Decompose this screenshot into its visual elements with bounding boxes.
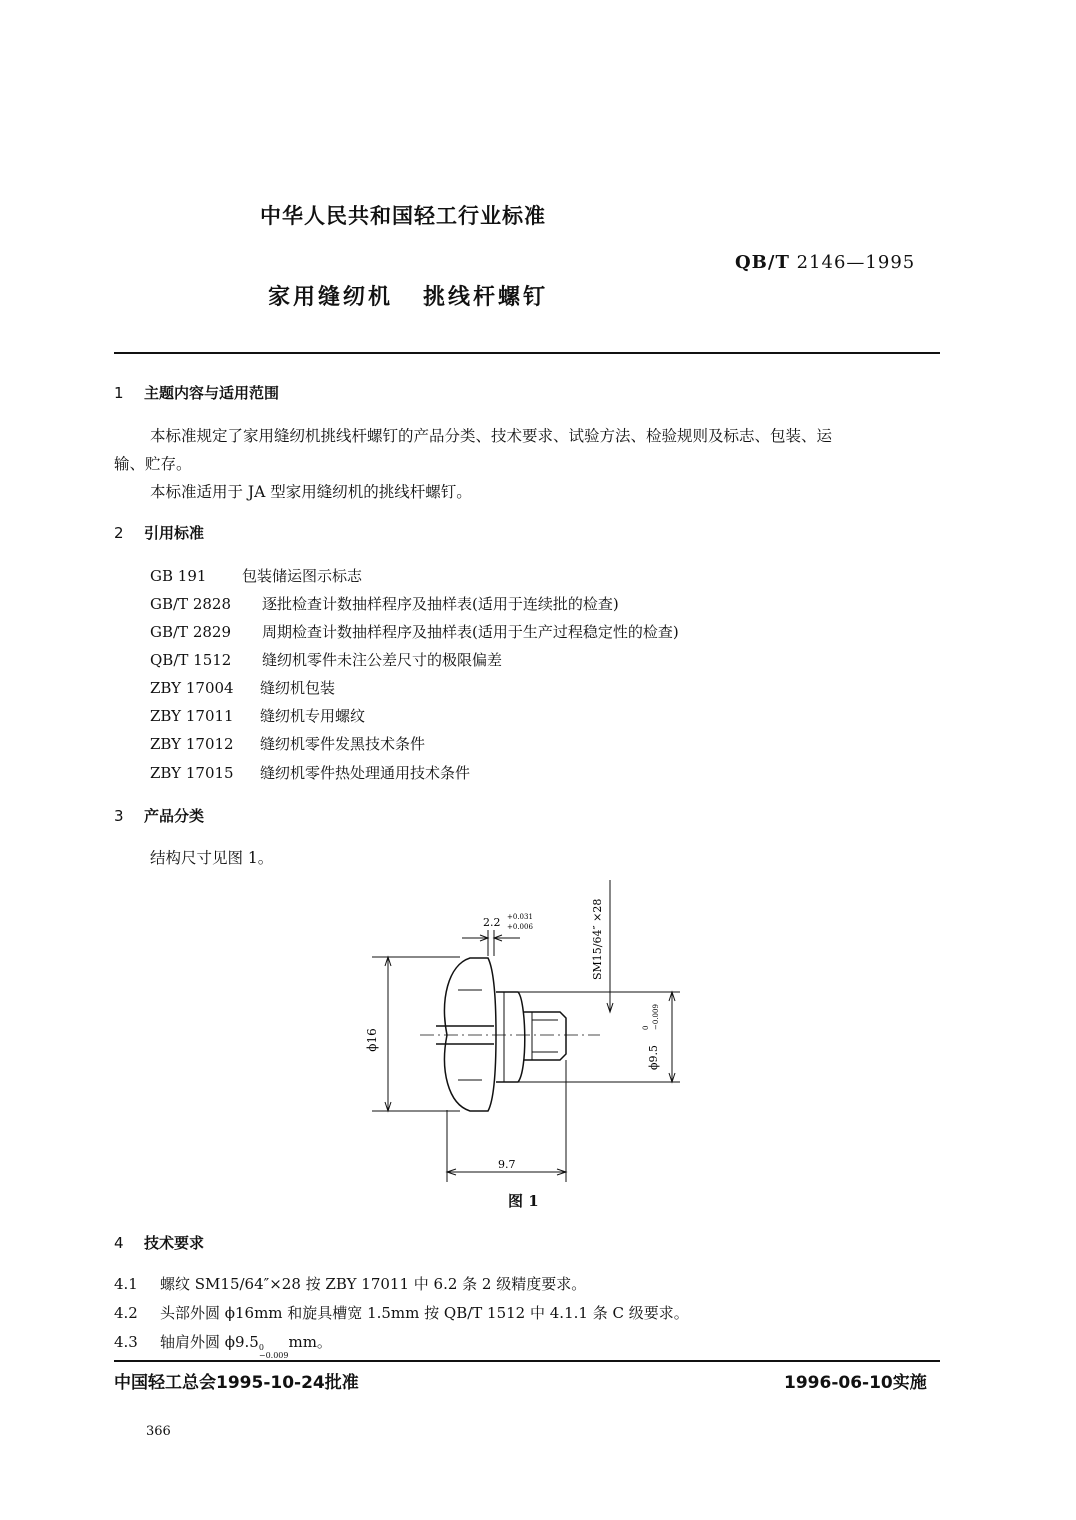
footer-divider	[114, 1360, 940, 1362]
length-label: 9.7	[498, 1158, 516, 1171]
thread-inner-lines	[532, 1012, 558, 1060]
head-width-dimension-lines	[462, 930, 520, 956]
reference-item	[150, 649, 502, 670]
requirement-number: 4.1	[114, 1275, 138, 1293]
section-3-para: 结构尺寸见图 1。	[150, 849, 274, 867]
reference-item	[150, 733, 425, 754]
head-width-label: 2.2	[483, 916, 501, 929]
reference-code: ZBY 17015	[150, 764, 234, 782]
section-number: 2	[114, 524, 124, 542]
effective-date: 1996-06-10实施	[784, 1373, 927, 1393]
section-title: 技术要求	[144, 1234, 205, 1252]
tolerance-upper: 0	[258, 1343, 264, 1352]
reference-item	[150, 762, 470, 783]
section-1-heading	[114, 382, 279, 403]
document-title-part2: 挑线杆螺钉	[423, 285, 549, 310]
reference-text: 周期检查计数抽样程序及抽样表(适用于生产过程稳定性的检查)	[262, 623, 679, 641]
figure-1-screw-drawing	[350, 880, 710, 1190]
figure-caption: 图 1	[508, 1192, 539, 1210]
requirement-item	[114, 1331, 332, 1360]
requirement-text: 头部外圆 ϕ16mm 和旋具槽宽 1.5mm 按 QB/T 1512 中 4.1.1 条 C 级要求。	[160, 1304, 689, 1322]
shoulder-tolerance-lower: −0.009	[652, 1004, 660, 1030]
section-number: 1	[114, 384, 124, 402]
reference-text: 缝纫机包装	[260, 679, 336, 697]
reference-code: GB/T 2829	[150, 623, 232, 641]
reference-text: 缝纫机专用螺纹	[260, 707, 366, 725]
reference-item	[150, 593, 619, 614]
requirement-number: 4.3	[114, 1333, 138, 1351]
section-1-para1-line2: 输、贮存。	[114, 455, 192, 473]
document-title-part1: 家用缝纫机	[268, 285, 394, 310]
section-1-para1-line1: 本标准规定了家用缝纫机挑线杆螺钉的产品分类、技术要求、试验方法、检验规则及标志、包装、运	[150, 427, 833, 445]
standard-code-prefix: QB/T	[735, 252, 790, 273]
standard-code	[735, 252, 915, 273]
section-title: 主题内容与适用范围	[144, 384, 280, 402]
requirement-item	[114, 1273, 586, 1294]
reference-item	[150, 621, 679, 642]
header-divider	[114, 352, 940, 354]
reference-code: ZBY 17011	[150, 707, 234, 725]
standard-code-number: 2146—1995	[796, 252, 916, 273]
reference-text: 缝纫机零件热处理通用技术条件	[260, 764, 471, 782]
tolerance-lower: −0.009	[258, 1351, 289, 1360]
section-number: 4	[114, 1234, 124, 1252]
reference-code: ZBY 17004	[150, 679, 234, 697]
reference-code: GB 191	[150, 567, 207, 585]
requirement-number: 4.2	[114, 1304, 138, 1322]
head-diameter-label: ϕ16	[365, 1028, 379, 1052]
reference-code: GB/T 2828	[150, 595, 232, 613]
section-title: 引用标准	[144, 524, 205, 542]
reference-text: 缝纫机零件发黑技术条件	[260, 735, 426, 753]
reference-text: 缝纫机零件未注公差尺寸的极限偏差	[262, 651, 503, 669]
requirement-text: 螺纹 SM15/64″×28 按 ZBY 17011 中 6.2 条 2 级精度要求。	[160, 1275, 587, 1293]
head-width-tolerance-upper: +0.031	[507, 913, 533, 921]
reference-code: ZBY 17012	[150, 735, 234, 753]
requirement-text: 轴肩外圆 ϕ9.5	[160, 1333, 259, 1351]
approval-date: 中国轻工总会1995-10-24批准	[114, 1373, 359, 1393]
screw-shoulder	[496, 992, 525, 1082]
section-1-para2: 本标准适用于 JA 型家用缝纫机的挑线杆螺钉。	[150, 483, 472, 501]
reference-item	[150, 705, 365, 726]
reference-code: QB/T 1512	[150, 651, 232, 669]
document-title	[268, 280, 548, 311]
head-width-tolerance-lower: +0.006	[507, 923, 533, 931]
shoulder-tolerance-upper: 0	[642, 1025, 650, 1030]
standard-title: 中华人民共和国轻工行业标准	[260, 204, 546, 228]
section-title: 产品分类	[144, 807, 205, 825]
reference-item	[150, 677, 335, 698]
reference-text: 包装储运图示标志	[242, 567, 363, 585]
requirement-item	[114, 1302, 689, 1323]
page-number: 366	[146, 1424, 171, 1439]
requirement-unit: mm。	[288, 1333, 332, 1351]
reference-text: 逐批检查计数抽样程序及抽样表(适用于连续批的检查)	[262, 595, 619, 613]
section-2-heading	[114, 522, 204, 543]
tolerance-stack	[259, 1344, 289, 1360]
reference-item	[150, 565, 362, 586]
section-3-heading	[114, 805, 204, 826]
section-4-heading	[114, 1232, 204, 1253]
shoulder-diameter-label: ϕ9.5	[647, 1045, 660, 1070]
section-number: 3	[114, 807, 124, 825]
thread-spec-label: SM15/64″ ×28	[591, 898, 604, 980]
screw-head-outline	[445, 958, 496, 1111]
thread-section	[524, 1012, 566, 1060]
